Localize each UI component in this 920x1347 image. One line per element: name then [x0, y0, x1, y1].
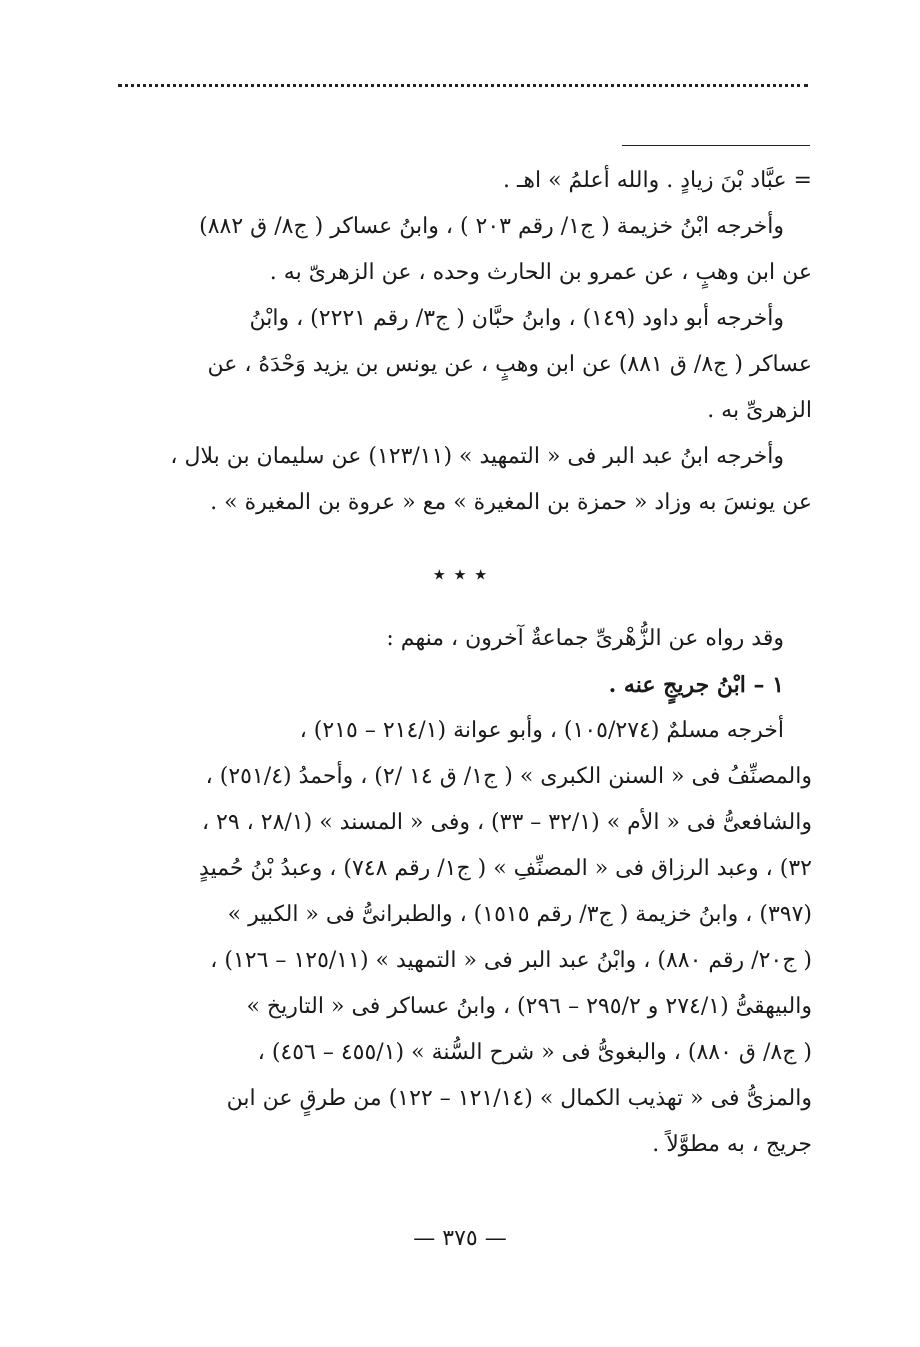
section-heading: ١ – ابْنُ جريجٍ عنه . [608, 672, 784, 698]
footnote-line: = عبَّاد بْنَ زيادٍ . والله أعلمُ » اهـ . [502, 168, 812, 193]
footnote-line: وأخرجه ابْنُ خزيمة ( ج١/ رقم ٢٠٣ ) ، وابنُ عساكر ( ج٨/ ق ٨٨٢) [199, 214, 784, 239]
body-line: والمزىُّ فى « تهذيب الكمال » (١٢١/١٤ – ١٢٢) من طرقٍ عن ابن [226, 1086, 812, 1111]
body-line: جريج ، به مطوَّلاً . [652, 1132, 812, 1157]
footnote-line: عساكر ( ج٨/ ق ٨٨١) عن ابن وهبٍ ، عن يونس بن يزيد وَحْدَهُ ، عن [207, 352, 812, 377]
footnote-line: وأخرجه أبو داود (١٤٩) ، وابنُ حبَّان ( ج٣/ رقم ٢٢٢١) ، وابْنُ [249, 306, 784, 331]
footnote-line: عن يونسَ به وزاد « حمزة بن المغيرة » مع « عروة بن المغيرة » . [210, 490, 812, 515]
dotted-separator-line [118, 84, 808, 87]
intro-line: وقد رواه عن الزُّهْرىِّ جماعةٌ آخرون ، منهم : [386, 626, 784, 651]
main-text-block [110, 616, 812, 1168]
body-line: والبيهقىُّ (٢٧٤/١ و ٢٩٥/٢ – ٢٩٦) ، وابنُ عساكر فى « التاريخ » [246, 994, 812, 1019]
body-line: والشافعىُّ فى « الأم » (٣٢/١ – ٣٣) ، وفى « المسند » (٢٨/١ ، ٢٩ ، [201, 810, 812, 835]
body-line: أخرجه مسلمٌ (١٠٥/٢٧٤) ، وأبو عوانة (٢١٤/١ – ٢١٥) ، [299, 718, 784, 743]
footnote-line: الزهرىِّ به . [707, 398, 812, 423]
footnote-rule [622, 145, 810, 146]
page-number: — ٣٧٥ — [413, 1226, 507, 1251]
body-line: ٣٢) ، وعبد الرزاق فى « المصنِّفِ » ( ج١/ رقم ٧٤٨) ، وعبدُ بْنُ حُميدٍ [199, 856, 812, 881]
footnote-block [110, 158, 812, 526]
footnote-line: وأخرجه ابنُ عبد البر فى « التمهيد » (١٢٣/١١) عن سليمان بن بلال ، [170, 444, 784, 469]
section-separator-stars: ٭ ٭ ٭ [432, 560, 488, 588]
body-line: ( ج٢٠/ رقم ٨٨٠) ، وابْنُ عبد البر فى « التمهيد » (١٢٥/١١ – ١٢٦) ، [210, 948, 812, 973]
body-line: ( ج٨/ ق ٨٨٠) ، والبغوىُّ فى « شرح السُّنة » (٤٥٥/١ – ٤٥٦) ، [257, 1040, 812, 1065]
body-line: والمصنِّفُ فى « السنن الكبرى » ( ج١/ ق ١٤ /٢) ، وأحمدُ (٢٥١/٤) ، [205, 764, 812, 789]
footnote-line: عن ابن وهبٍ ، عن عمرو بن الحارث وحده ، عن الزهرىّ به . [269, 260, 812, 285]
body-line: (٣٩٧) ، وابنُ خزيمة ( ج٣/ رقم ١٥١٥) ، والطبرانىُّ فى « الكبير » [227, 902, 812, 927]
